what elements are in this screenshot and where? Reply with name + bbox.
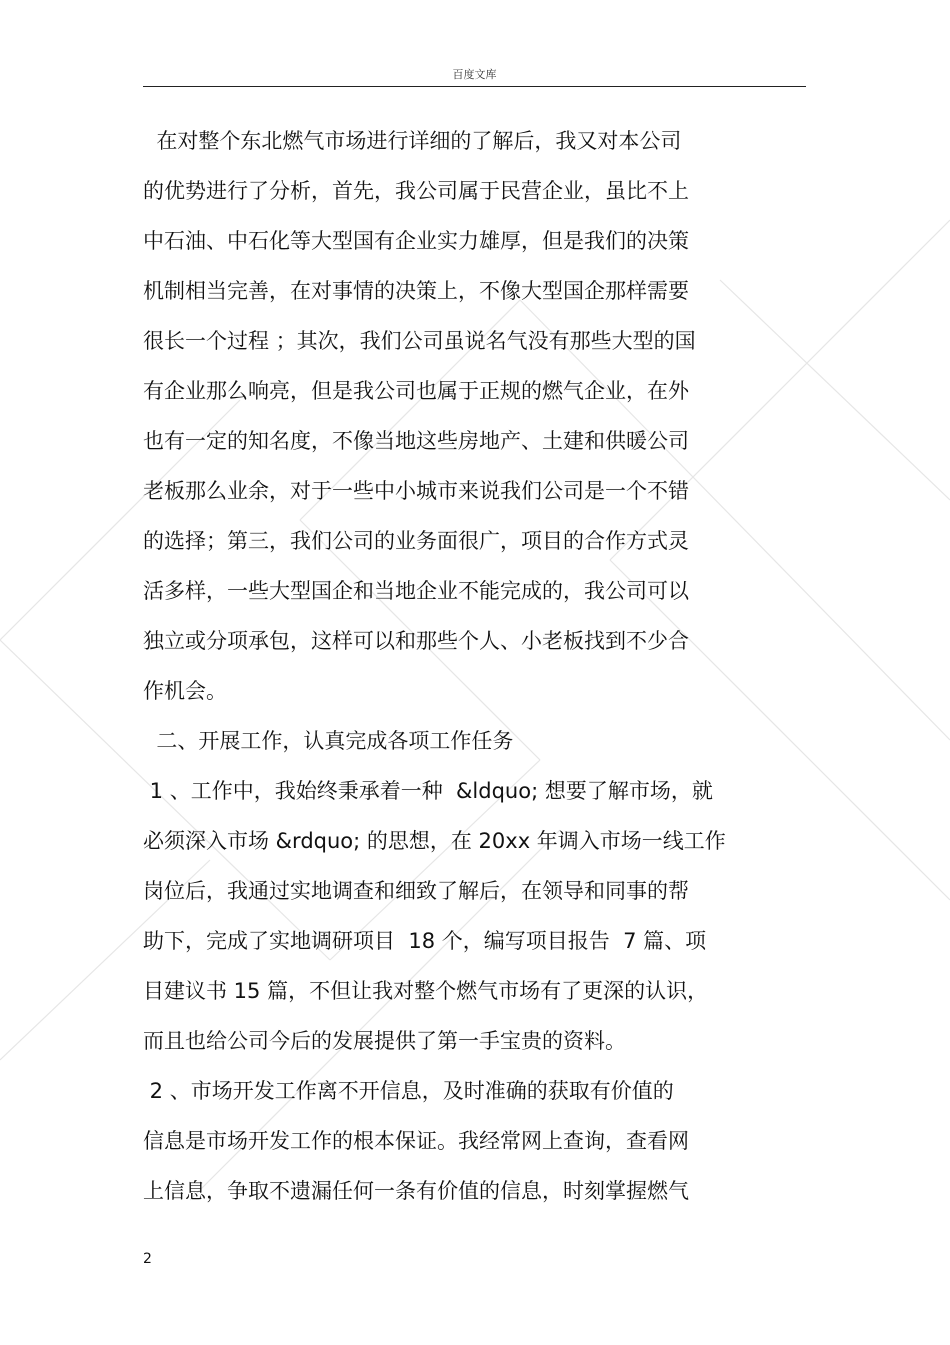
- page-number: 2: [143, 1251, 152, 1267]
- text-line: 作机会。: [143, 679, 227, 703]
- section-heading: 二、开展工作，认真完成各项工作任务: [143, 729, 514, 753]
- text-line: 必须深入市场 &rdquo; 的思想，在 20xx 年调入市场一线工作: [143, 829, 726, 853]
- text-line: 中石油、中石化等大型国有企业实力雄厚，但是我们的决策: [143, 229, 689, 253]
- text-line: 2 、市场开发工作离不开信息，及时准确的获取有价值的: [143, 1079, 674, 1103]
- text-line: 的优势进行了分析，首先，我公司属于民营企业，虽比不上: [143, 179, 689, 203]
- text-line: 而且也给公司今后的发展提供了第一手宝贵的资料。: [143, 1029, 626, 1053]
- text-line: 1 、工作中，我始终秉承着一种 &ldquo; 想要了解市场，就: [143, 779, 713, 803]
- text-line: 的选择；第三，我们公司的业务面很广，项目的合作方式灵: [143, 529, 689, 553]
- text-line: 活多样，一些大型国企和当地企业不能完成的，我公司可以: [143, 579, 689, 603]
- text-line: 很长一个过程 ；其次，我们公司虽说名气没有那些大型的国: [143, 329, 696, 353]
- text-line: 在对整个东北燃气市场进行详细的了解后，我又对本公司: [143, 129, 682, 153]
- text-line: 老板那么业余，对于一些中小城市来说我们公司是一个不错: [143, 479, 689, 503]
- text-line: 独立或分项承包，这样可以和那些个人、小老板找到不少合: [143, 629, 689, 653]
- text-line: 上信息，争取不遗漏任何一条有价值的信息，时刻掌握燃气: [143, 1179, 689, 1203]
- header-divider: [143, 86, 806, 87]
- document-header: 百度文库: [452, 68, 497, 81]
- text-line: 也有一定的知名度，不像当地这些房地产、土建和供暖公司: [143, 429, 689, 453]
- text-line: 机制相当完善，在对事情的决策上，不像大型国企那样需要: [143, 279, 689, 303]
- text-line: 信息是市场开发工作的根本保证。我经常网上查询，查看网: [143, 1129, 689, 1153]
- text-line: 目建议书 15 篇，不但让我对整个燃气市场有了更深的认识，: [143, 979, 709, 1003]
- text-line: 岗位后，我通过实地调查和细致了解后，在领导和同事的帮: [143, 879, 689, 903]
- text-line: 有企业那么响亮，但是我公司也属于正规的燃气企业，在外: [143, 379, 689, 403]
- text-line: 助下，完成了实地调研项目 18 个，编写项目报告 7 篇、项: [143, 929, 707, 953]
